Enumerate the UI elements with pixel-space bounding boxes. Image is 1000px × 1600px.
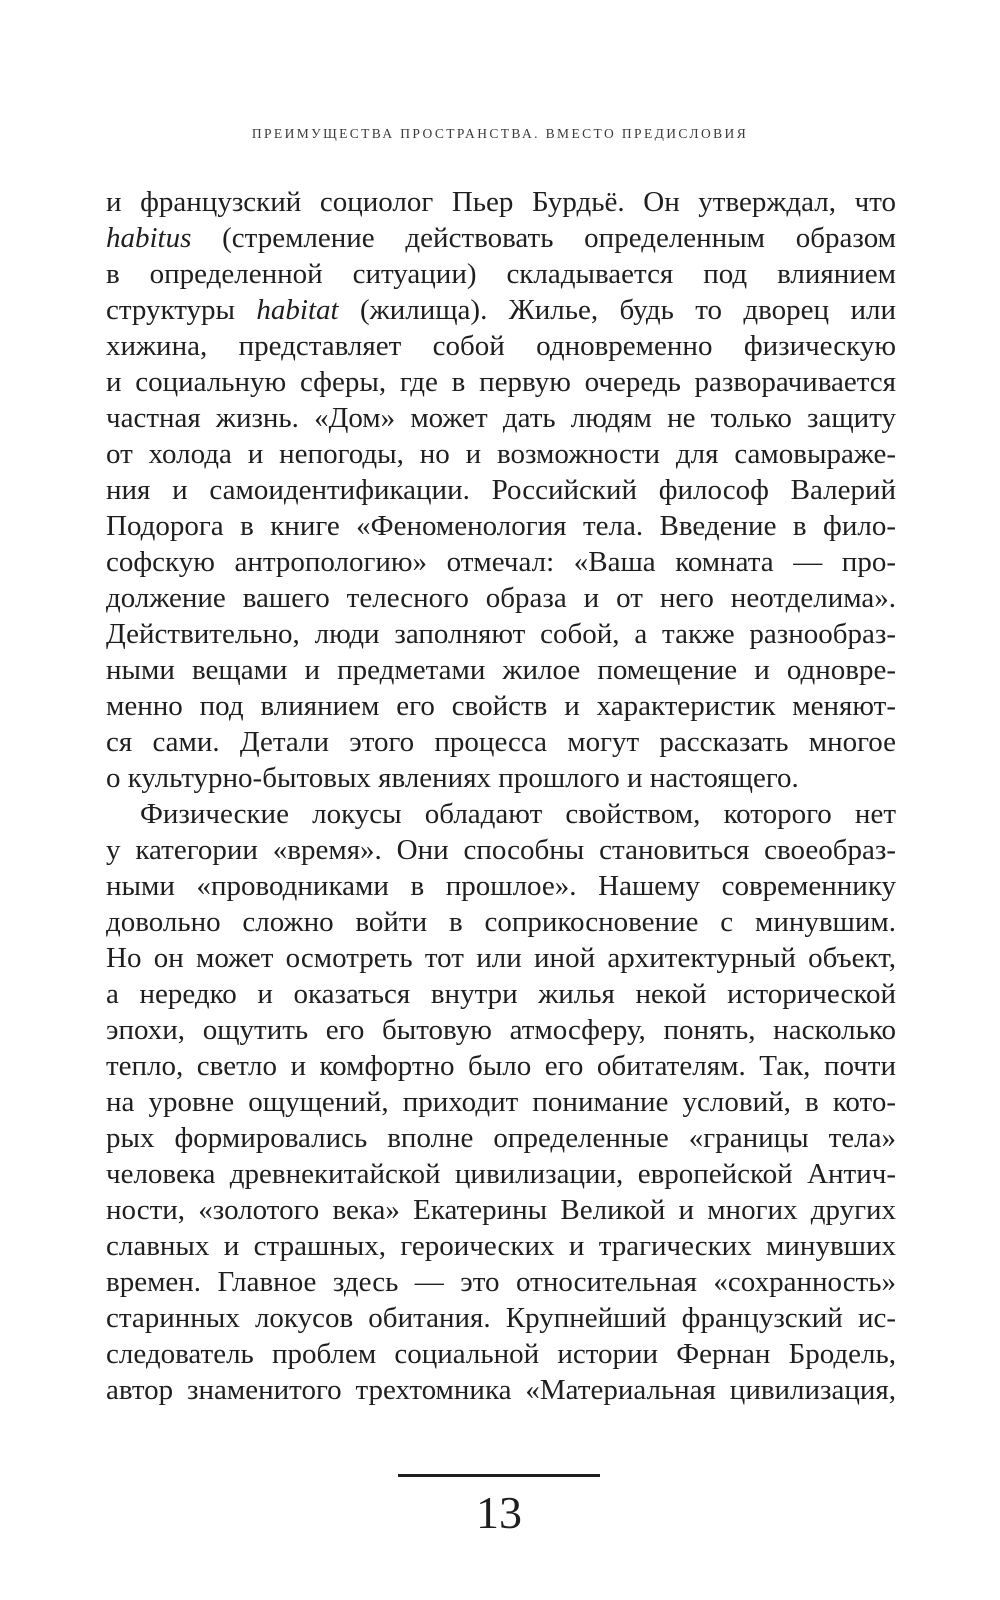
running-head: ПРЕИМУЩЕСТВА ПРОСТРАНСТВА. ВМЕСТО ПРЕДИСЛОВИЯ: [251, 126, 749, 141]
text-line: и французский социолог Пьер Бурдьё. Он утверждал, что: [106, 186, 896, 218]
text-line: Действительно, люди заполняют собой, а также разнообраз-: [106, 618, 896, 650]
text-line: [106, 292, 896, 328]
paragraph-2: [106, 796, 896, 1408]
text-line: должение вашего телесного образа и от него неотделима».: [106, 582, 896, 614]
text-line: следователь проблем социальной истории Фернан Бродель,: [106, 1338, 896, 1370]
text-line: старинных локусов обитания. Крупнейший французский ис-: [106, 1302, 896, 1334]
text-line: у категории «время». Они способны становиться своеобраз-: [106, 834, 896, 866]
text-line: ности, «золотого века» Екатерины Великой и многих других: [106, 1194, 896, 1226]
italic-term: habitus: [106, 222, 192, 254]
text-line: Но он может осмотреть тот или иной архитектурный объект,: [106, 942, 896, 974]
text-line: в определенной ситуации) складывается под влиянием: [106, 258, 896, 290]
text-line: от холода и непогоды, но и возможности для самовыраже-: [106, 438, 896, 470]
text-line: автор знаменитого трехтомника «Материальная цивилизация,: [106, 1374, 896, 1406]
text-line: Подорога в книге «Феноменология тела. Введение в фило-: [106, 510, 896, 542]
text-line: Физические локусы обладают свойством, которого нет: [140, 798, 896, 830]
text-line: софскую антропологию» отмечал: «Ваша комната — про-: [106, 546, 896, 578]
line-segment: (жилища). Жилье, будь то дворец или: [338, 294, 896, 326]
line-segment: структуры: [106, 294, 257, 326]
text-line: хижина, представляет собой одновременно физическую: [106, 330, 896, 362]
folio-rule: [398, 1474, 600, 1477]
body-text: [106, 184, 896, 1408]
text-line: эпохи, ощутить его бытовую атмосферу, понять, насколько: [106, 1014, 896, 1046]
italic-term: habitat: [256, 294, 339, 326]
paragraph-1: [106, 184, 896, 796]
text-line: ния и самоидентификации. Российский философ Валерий: [106, 474, 896, 506]
text-line: ными вещами и предметами жилое помещение и одновре-: [106, 654, 896, 686]
text-line: частная жизнь. «Дом» может дать людям не только защиту: [106, 402, 896, 434]
text-line: а нередко и оказаться внутри жилья некой исторической: [106, 978, 896, 1010]
text-line: времен. Главное здесь — это относительная «сохранность»: [106, 1266, 896, 1298]
text-line: ными «проводниками в прошлое». Нашему современнику: [106, 870, 896, 902]
text-line: довольно сложно войти в соприкосновение с минувшим.: [106, 906, 896, 938]
text-line: тепло, светло и комфортно было его обитателям. Так, почти: [106, 1050, 896, 1082]
text-line: [106, 220, 896, 256]
text-line: и социальную сферы, где в первую очередь разворачивается: [106, 366, 896, 398]
line-segment: (стремление действовать определенным образом: [191, 222, 896, 254]
page-number: 13: [476, 1487, 522, 1538]
text-line: на уровне ощущений, приходит понимание условий, в кото-: [106, 1086, 896, 1118]
text-line: о культурно-бытовых явлениях прошлого и настоящего.: [106, 762, 799, 794]
text-line: человека древнекитайской цивилизации, европейской Антич-: [106, 1158, 896, 1190]
text-line: рых формировались вполне определенные «границы тела»: [106, 1122, 896, 1154]
text-line: славных и страшных, героических и трагических минувших: [106, 1230, 896, 1262]
text-line: менно под влиянием его свойств и характеристик меняют-: [106, 690, 896, 722]
text-line: ся сами. Детали этого процесса могут рассказать многое: [106, 726, 896, 758]
